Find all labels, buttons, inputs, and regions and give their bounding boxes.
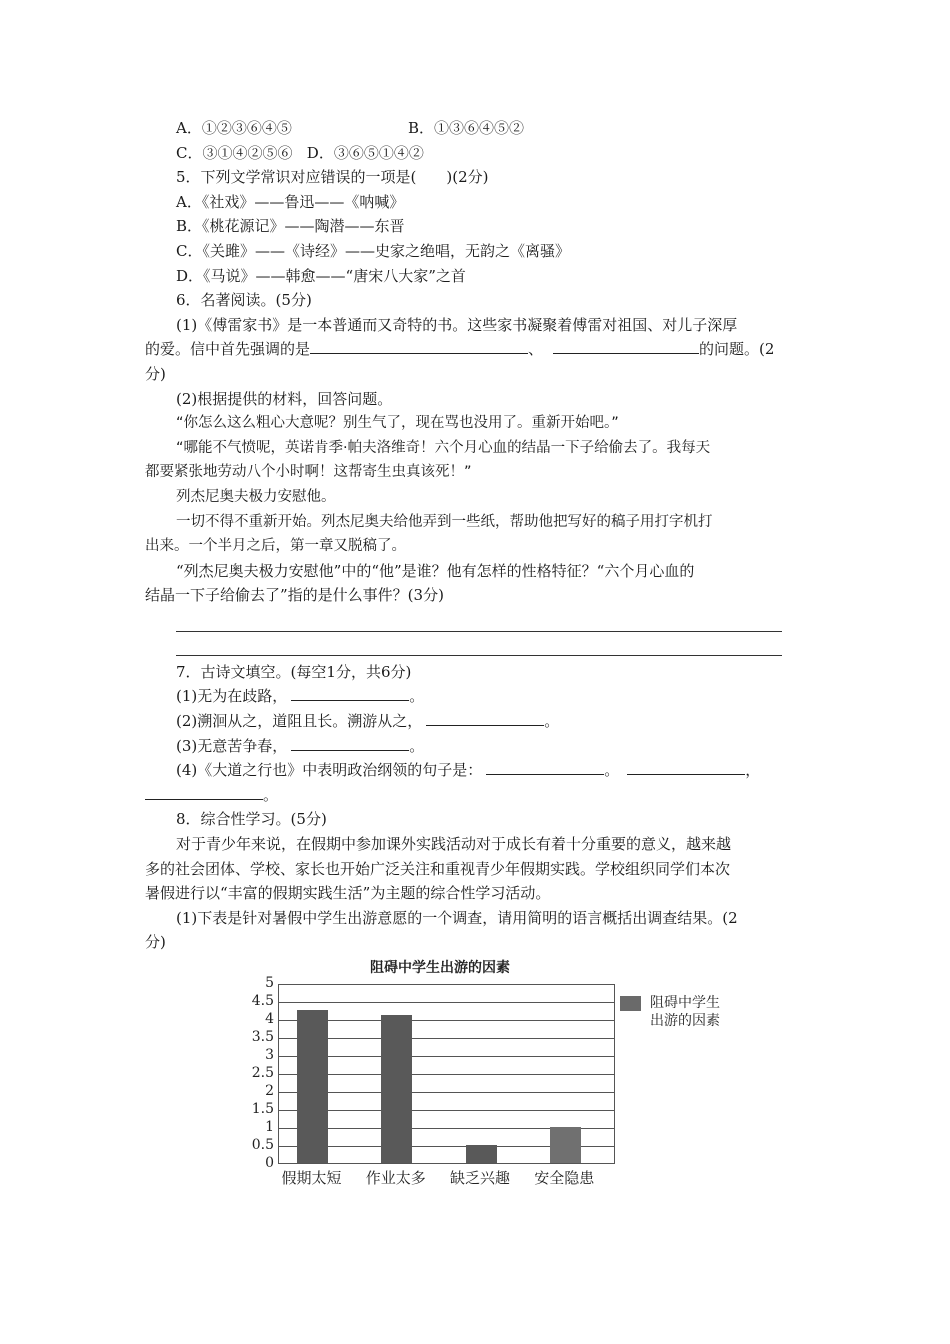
q6-part1-suffix: 的问题。(2 — [699, 340, 775, 359]
x-tick-label: 安全隐患 — [534, 1169, 595, 1187]
q7-item-2-suffix: 。 — [544, 712, 560, 731]
q7-item-2-prefix: (2)溯洄从之，道阻且长。溯游从之， — [176, 712, 423, 731]
q7-blank-1[interactable] — [291, 684, 409, 701]
q7-blank-4[interactable] — [486, 758, 604, 775]
y-tick-label: 3.5 — [251, 1029, 274, 1045]
q8-para-line-1: 对于青少年来说，在假期中参加课外实践活动对于成长有着十分重要的意义，越来越 — [176, 835, 732, 854]
q6-part1-line3: 分) — [145, 364, 166, 383]
bar-2 — [381, 1015, 412, 1163]
exam-page — [145, 116, 807, 955]
chart-title: 阻碍中学生出游的因素 — [370, 960, 510, 976]
q7-item-4-tail: 。 — [263, 785, 279, 804]
q5-option-c: C．《关雎》——《诗经》——史家之绝唱，无韵之《离骚》 — [176, 241, 570, 260]
q7-item-1-suffix: 。 — [409, 687, 425, 706]
q7-blank-5[interactable] — [627, 758, 745, 775]
x-tick-label: 缺乏兴趣 — [449, 1169, 510, 1187]
bar-1 — [297, 1010, 328, 1163]
x-tick-label: 作业太多 — [365, 1169, 426, 1187]
q7-item-3-suffix: 。 — [409, 736, 425, 755]
q6-part2-intro: (2)根据提供的材料，回答问题。 — [176, 389, 393, 408]
y-tick-label: 2 — [265, 1083, 274, 1099]
legend-swatch-icon — [620, 996, 641, 1011]
q5-option-b: B．《桃花源记》——陶潜——东晋 — [176, 217, 405, 236]
y-tick-label: 3 — [265, 1047, 274, 1063]
legend-label-line-2: 出游的因素 — [650, 1013, 720, 1029]
q8-para-line-2: 多的社会团体、学校、家长也开始广泛关注和重视青少年假期实践。学校组织同学们本次 — [145, 859, 731, 878]
q6-part1-prefix: 的爱。信中首先强调的是 — [145, 340, 311, 359]
q4-options-row-2 — [145, 141, 807, 166]
gridline — [279, 1110, 614, 1111]
q7-stem: 7．古诗文填空。(每空1分，共6分) — [176, 662, 412, 681]
gridline — [279, 1020, 614, 1021]
passage-line-5: 一切不得不重新开始。列杰尼奥夫给他弄到一些纸，帮助他把写好的稿子用打字机打 — [176, 513, 713, 530]
q7-item-4-cont — [145, 783, 807, 808]
y-tick-label: 1 — [265, 1119, 274, 1135]
passage-line-3: 都要紧张地劳动八个小时啊！这帮寄生虫真该死！” — [145, 464, 472, 481]
q4-option-c: C．③①④②⑤⑥ — [176, 143, 293, 162]
q6-answer-line-2[interactable] — [176, 632, 782, 656]
y-tick-label: 4 — [265, 1011, 274, 1027]
q6-answer-blank-2[interactable] — [553, 337, 699, 354]
gridline — [279, 1056, 614, 1057]
bar-3 — [466, 1145, 497, 1163]
q7-blank-3[interactable] — [291, 734, 409, 751]
q7-item-1-prefix: (1)无为在歧路， — [176, 687, 288, 706]
q4-option-d: D．③⑥⑤①④② — [306, 143, 424, 162]
q7-item-4-mid: 。 — [604, 761, 620, 780]
q5-option-d: D．《马说》——韩愈——“唐宋八大家”之首 — [176, 266, 466, 285]
q4-options-row-1 — [145, 116, 807, 141]
y-tick-label: 2.5 — [251, 1065, 274, 1081]
q6-answer-line-1[interactable] — [176, 608, 782, 632]
y-tick-label: 0.5 — [251, 1137, 274, 1153]
bar-chart — [250, 955, 770, 1195]
q6-question-line-2: 结晶一下子给偷去了”指的是什么事件？(3分) — [145, 586, 444, 605]
q4-option-a: A．①②③⑥④⑤ — [176, 119, 292, 137]
q6-separator: 、 — [528, 340, 544, 359]
q7-item-1 — [145, 684, 807, 709]
q7-item-4-suffix: ， — [745, 761, 761, 780]
q6-part1-line2 — [145, 337, 807, 362]
x-tick-label: 假期太短 — [281, 1169, 342, 1187]
gridline — [279, 1038, 614, 1039]
q8-part1-line2: 分) — [145, 933, 166, 952]
q5-stem: 5．下列文学常识对应错误的一项是( )(2分) — [176, 168, 489, 187]
legend-label — [650, 994, 760, 1030]
q7-item-4-prefix: (4)《大道之行也》中表明政治纲领的句子是： — [176, 761, 483, 780]
gridline — [279, 1074, 614, 1075]
passage-line-1: “你怎么这么粗心大意呢？别生气了，现在骂也没用了。重新开始吧。” — [176, 415, 619, 432]
y-tick-label: 4.5 — [251, 993, 274, 1009]
q7-item-3 — [145, 734, 807, 759]
legend-label-line-1: 阻碍中学生 — [650, 995, 720, 1011]
gridline — [279, 1002, 614, 1003]
passage-line-2: “哪能不气愤呢，英诺肯季·帕夫洛维奇！六个月心血的结晶一下子给偷去了。我每天 — [176, 439, 711, 456]
q6-stem: 6．名著阅读。(5分) — [176, 291, 312, 310]
q6-answer-blank-1[interactable] — [310, 337, 528, 354]
q5-option-a: A．《社戏》——鲁迅——《呐喊》 — [176, 192, 405, 211]
q6-question-line-1: “列杰尼奥夫极力安慰他”中的“他”是谁？他有怎样的性格特征？“六个月心血的 — [176, 561, 695, 580]
passage-line-6: 出来。一个半月之后，第一章又脱稿了。 — [145, 538, 406, 555]
y-tick-label: 5 — [265, 975, 274, 991]
q8-para-line-3: 暑假进行以“丰富的假期实践生活”为主题的综合性学习活动。 — [145, 884, 551, 903]
q7-item-2 — [145, 709, 807, 734]
q7-item-4 — [145, 758, 807, 783]
q8-part1-line1: (1)下表是针对暑假中学生出游意愿的一个调查，请用简明的语言概括出调查结果。(2 — [176, 908, 738, 927]
y-tick-label: 1.5 — [251, 1101, 274, 1117]
bar-4 — [550, 1127, 581, 1163]
passage-line-4: 列杰尼奥夫极力安慰他。 — [176, 488, 336, 505]
q4-option-b: B．①③⑥④⑤② — [408, 119, 525, 137]
q7-item-3-prefix: (3)无意苦争春， — [176, 736, 288, 755]
q7-blank-6[interactable] — [145, 783, 263, 800]
y-tick-label: 0 — [265, 1155, 274, 1171]
gridline — [279, 1092, 614, 1093]
q7-blank-2[interactable] — [426, 709, 544, 726]
plot-area — [278, 984, 615, 1164]
q6-part1-line1: (1)《傅雷家书》是一本普通而又奇特的书。这些家书凝聚着傅雷对祖国、对儿子深厚 — [176, 315, 738, 334]
q8-stem: 8．综合性学习。(5分) — [176, 810, 327, 829]
